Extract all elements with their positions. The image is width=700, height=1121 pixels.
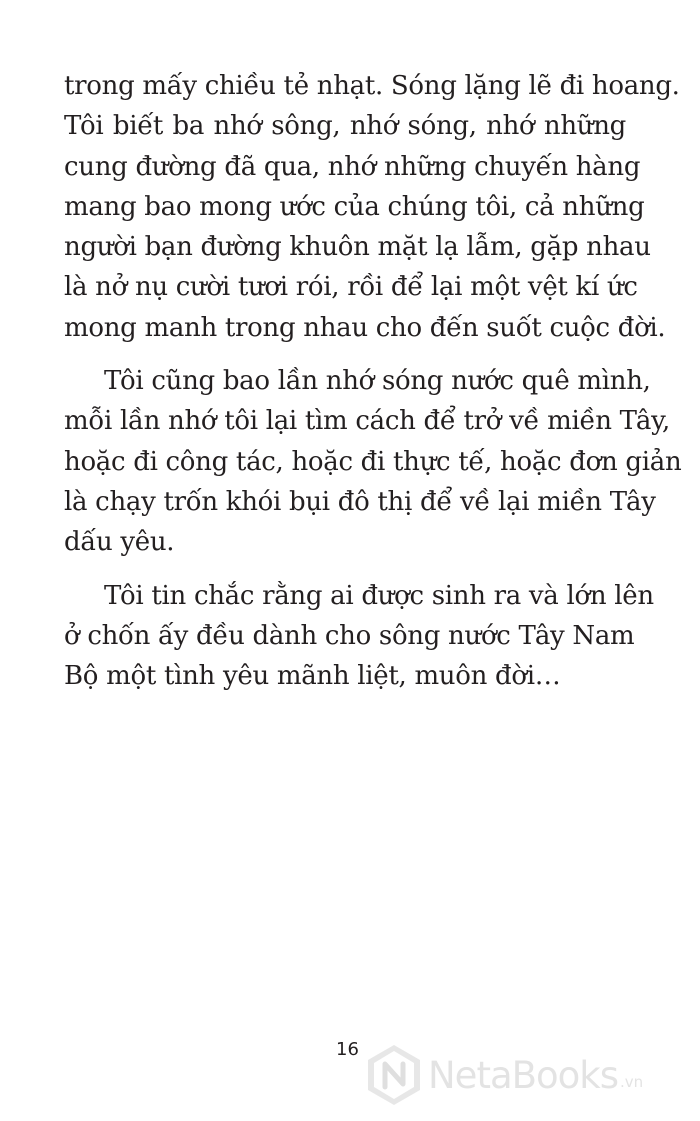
text-line: Tôi biết ba nhớ sông, nhớ sóng, nhớ những: [64, 111, 626, 142]
text-line: cung đường đã qua, nhớ những chuyến hàng: [64, 151, 641, 182]
text-line: mong manh trong nhau cho đến suốt cuộc đời.: [64, 312, 666, 343]
paragraph: [64, 576, 654, 697]
text-line: Bộ một tình yêu mãnh liệt, muôn đời…: [64, 661, 561, 692]
text-line: ở chốn ấy đều dành cho sông nước Tây Nam: [64, 620, 635, 651]
text-line: mỗi lần nhớ tôi lại tìm cách để trở về miền Tây,: [64, 406, 671, 437]
text-line: là nở nụ cười tươi rói, rồi để lại một vệt kí ức: [64, 272, 638, 303]
text-line: Tôi cũng bao lần nhớ sóng nước quê mình,: [104, 366, 651, 397]
netabooks-logo-icon: [366, 1043, 422, 1107]
text-line: trong mấy chiều tẻ nhạt. Sóng lặng lẽ đi hoang.: [64, 71, 680, 101]
text-line: hoặc đi công tác, hoặc đi thực tế, hoặc đơn giản: [64, 446, 682, 477]
paragraph: [64, 361, 682, 562]
watermark: [366, 1043, 643, 1107]
text-line: người bạn đường khuôn mặt lạ lẫm, gặp nhau: [64, 232, 651, 263]
page-body: [64, 66, 682, 709]
text-line: dấu yêu.: [64, 527, 175, 558]
watermark-brand: NetaBooks: [428, 1053, 618, 1097]
watermark-suffix: .vn: [619, 1073, 644, 1091]
text-line: Tôi tin chắc rằng ai được sinh ra và lớn lên: [104, 580, 654, 611]
text-line: mang bao mong ước của chúng tôi, cả những: [64, 191, 645, 222]
page-number: 16: [336, 1039, 359, 1060]
text-line: là chạy trốn khói bụi đô thị để về lại miền Tây: [64, 486, 656, 517]
paragraph: [64, 66, 680, 348]
